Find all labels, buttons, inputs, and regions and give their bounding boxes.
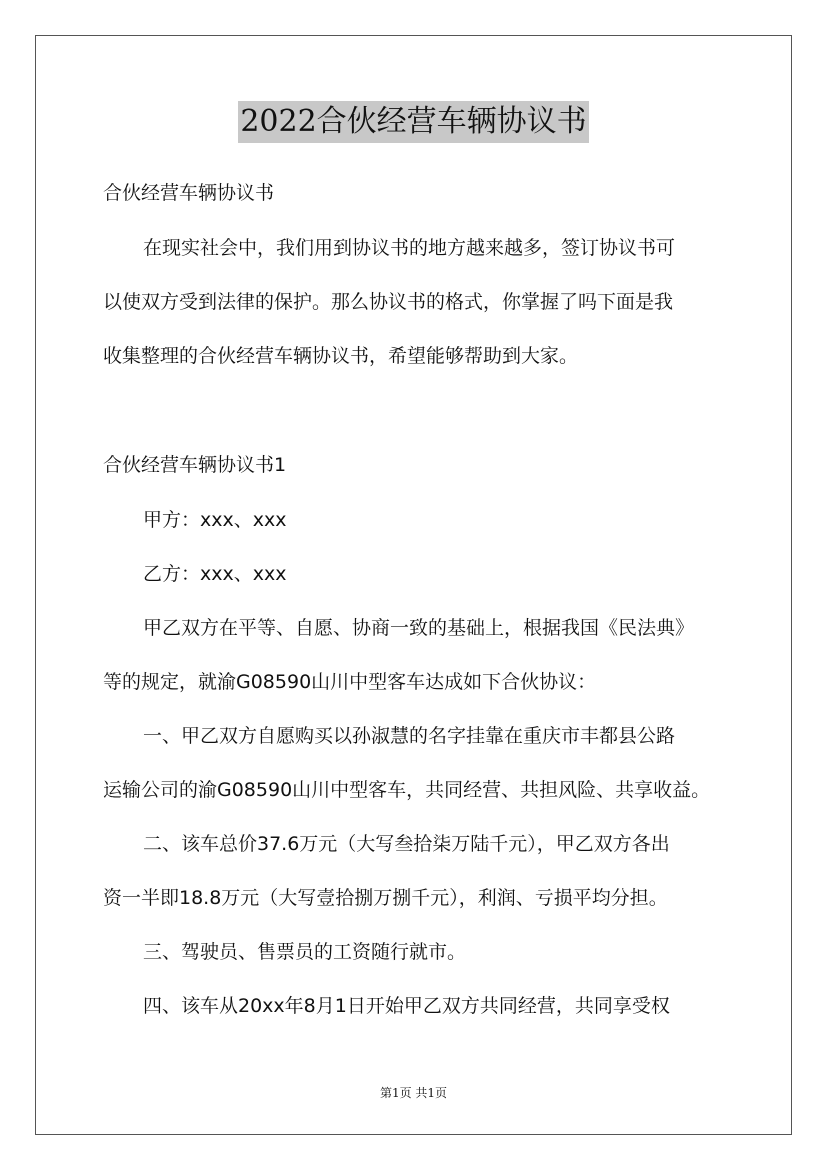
intro-line: 在现实社会中，我们用到协议书的地方越来越多，签订协议书可 (143, 237, 676, 259)
body-line: 等的规定，就渝G08590山川中型客车达成如下合伙协议： (103, 671, 597, 693)
party-b: 乙方：xxx、xxx (143, 563, 287, 585)
section-heading: 合伙经营车辆协议书1 (103, 454, 287, 476)
body-line: 二、该车总价37.6万元（大写叁拾柒万陆千元），甲乙双方各出 (143, 833, 670, 855)
page-footer: 第1页 共1页 (379, 1086, 448, 1100)
body-line: 运输公司的渝G08590山川中型客车，共同经营、共担风险、共享收益。 (103, 779, 711, 801)
title-container (0, 101, 827, 143)
subtitle: 合伙经营车辆协议书 (103, 182, 275, 204)
body-line: 甲乙双方在平等、自愿、协商一致的基础上，根据我国《民法典》 (143, 617, 695, 639)
intro-line: 以使双方受到法律的保护。那么协议书的格式，你掌握了吗下面是我 (103, 291, 674, 313)
body-line: 四、该车从20xx年8月1日开始甲乙双方共同经营，共同享受权 (143, 995, 670, 1017)
body-line: 三、驾驶员、售票员的工资随行就市。 (143, 941, 467, 963)
party-a: 甲方：xxx、xxx (143, 509, 287, 531)
body-line: 一、甲乙双方自愿购买以孙淑慧的名字挂靠在重庆市丰都县公路 (143, 725, 676, 747)
intro-line: 收集整理的合伙经营车辆协议书，希望能够帮助到大家。 (103, 345, 579, 367)
body-line: 资一半即18.8万元（大写壹拾捌万捌千元），利润、亏损平均分担。 (103, 887, 668, 909)
document-title: 2022合伙经营车辆协议书 (238, 101, 588, 143)
